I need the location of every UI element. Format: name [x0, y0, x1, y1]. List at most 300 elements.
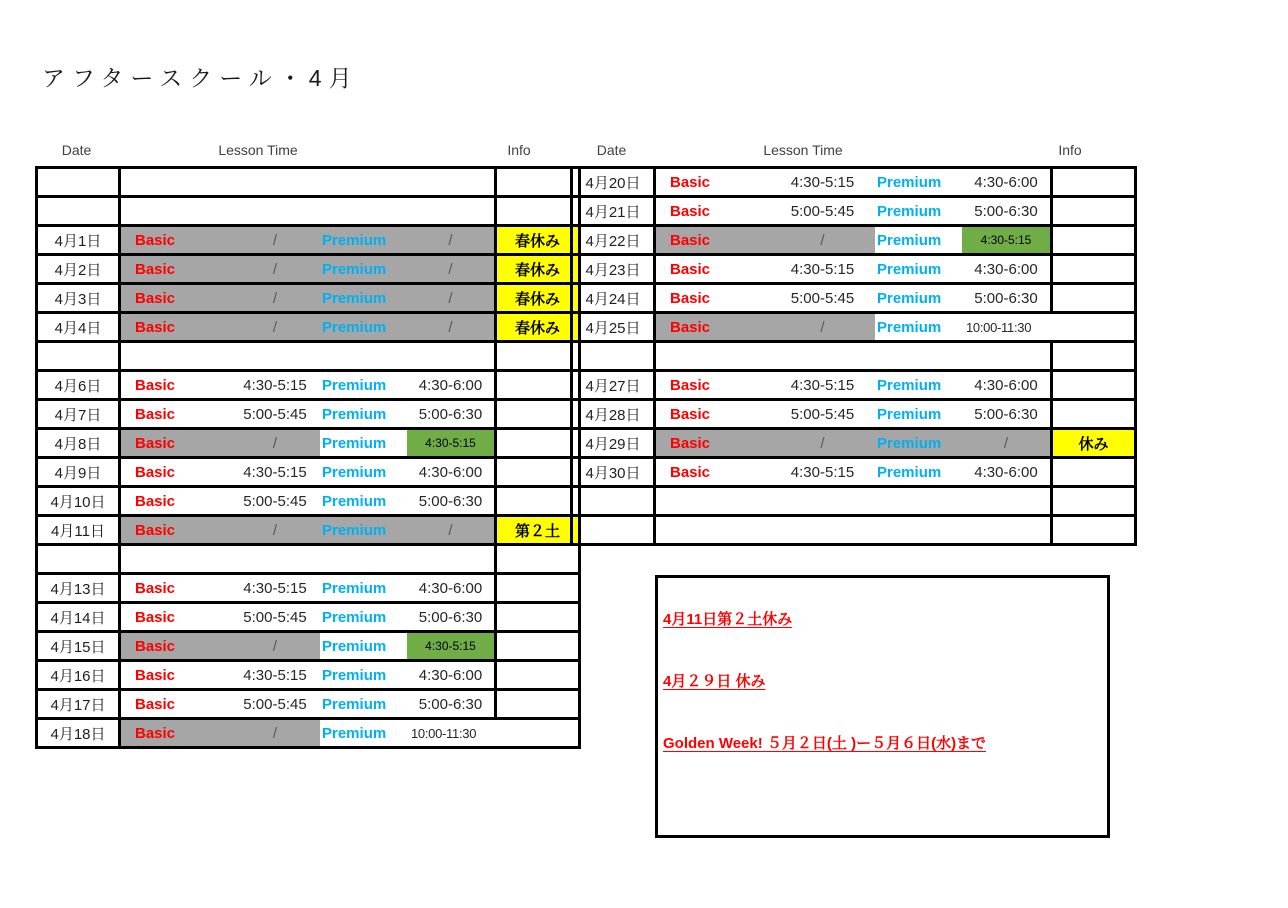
lesson-time-cell [655, 284, 1052, 313]
premium-time: / [448, 260, 453, 278]
lesson-time-cell [120, 400, 496, 429]
info-cell [1052, 458, 1136, 487]
info-cell [1052, 226, 1136, 255]
lesson-time-layout [121, 430, 494, 456]
basic-time: 5:00-5:45 [790, 202, 855, 220]
premium-label: Premium [877, 202, 942, 220]
premium-label: Premium [877, 260, 942, 278]
info-cell [1052, 400, 1136, 429]
date-cell: 4月20日 [572, 168, 655, 197]
premium-zone [320, 488, 494, 514]
basic-label: Basic [135, 434, 176, 452]
premium-zone [320, 691, 494, 717]
basic-label: Basic [135, 637, 176, 655]
premium-zone [320, 459, 494, 485]
lesson-time-cell [120, 168, 496, 197]
premium-zone [320, 314, 494, 340]
premium-time: 4:30-5:15 [962, 227, 1050, 253]
date-cell: 4月24日 [572, 284, 655, 313]
date-cell: 4月27日 [572, 371, 655, 400]
premium-label: Premium [322, 724, 387, 742]
basic-time: / [272, 289, 278, 307]
basic-time: / [272, 260, 278, 278]
info-cell [496, 400, 580, 429]
premium-zone [320, 604, 494, 630]
date-cell: 4月2日 [37, 255, 120, 284]
lesson-time-cell [655, 371, 1052, 400]
schedule-row [37, 632, 580, 661]
basic-label: Basic [135, 260, 176, 278]
premium-label: Premium [322, 434, 387, 452]
lesson-time-cell [655, 516, 1052, 545]
lesson-time-cell [120, 342, 496, 371]
premium-time: 4:30-6:00 [418, 579, 483, 597]
lesson-time-cell [120, 545, 496, 574]
lesson-time-layout [656, 169, 1050, 195]
premium-time: 4:30-6:00 [418, 463, 483, 481]
lesson-time-layout [121, 633, 494, 659]
basic-time: 4:30-5:15 [243, 579, 307, 597]
basic-label: Basic [135, 376, 176, 394]
note-line-golden-week: Golden Week! ５月２日(土 )ー５月６日(水)まで [663, 735, 987, 752]
premium-time: 4:30-6:00 [974, 260, 1038, 278]
premium-time: 4:30-6:00 [974, 463, 1038, 481]
schedule-row [572, 255, 1136, 284]
basic-label: Basic [670, 173, 711, 191]
lesson-time-layout [121, 691, 494, 717]
column-header-date-left: Date [61, 142, 92, 158]
basic-time: 5:00-5:45 [243, 695, 307, 713]
lesson-time-cell [655, 400, 1052, 429]
premium-time: / [1003, 434, 1009, 452]
basic-label: Basic [135, 521, 176, 539]
note-line-second-saturday: 4月11日第２土休み [663, 611, 793, 628]
premium-time: 4:30-5:15 [407, 430, 494, 456]
premium-time: 4:30-6:00 [974, 376, 1038, 394]
info-cell: 春休み [496, 255, 580, 284]
basic-zone [656, 256, 875, 282]
basic-zone [656, 430, 875, 456]
premium-time: 4:30-6:00 [418, 666, 483, 684]
basic-zone [656, 169, 875, 195]
premium-time: 5:00-6:30 [418, 492, 483, 510]
premium-zone [875, 256, 1050, 282]
basic-label: Basic [135, 579, 176, 597]
lesson-time-cell [120, 574, 496, 603]
lesson-time-cell [655, 226, 1052, 255]
lesson-time-cell [120, 458, 496, 487]
premium-time: / [448, 521, 453, 539]
basic-time: / [820, 434, 825, 452]
premium-time: 5:00-6:30 [974, 202, 1038, 220]
premium-label: Premium [322, 376, 387, 394]
lesson-time-layout [121, 227, 494, 253]
premium-label: Premium [877, 434, 942, 452]
basic-time: 5:00-5:45 [790, 289, 855, 307]
info-cell [496, 661, 580, 690]
basic-time: / [820, 318, 825, 336]
date-cell: 4月25日 [572, 313, 655, 342]
schedule-row [572, 226, 1136, 255]
schedule-row [37, 574, 580, 603]
date-cell [572, 487, 655, 516]
info-cell: 第２土 [496, 516, 580, 545]
premium-time: 5:00-6:30 [974, 405, 1038, 423]
basic-label: Basic [135, 492, 176, 510]
schedule-row [37, 487, 580, 516]
lesson-time-layout [656, 430, 1050, 456]
basic-time: 5:00-5:45 [243, 492, 307, 510]
basic-time: / [272, 231, 278, 249]
info-cell [496, 487, 580, 516]
premium-time: 10:00-11:30 [966, 319, 1032, 335]
lesson-time-cell [120, 371, 496, 400]
basic-zone [121, 720, 320, 746]
lesson-time-layout [121, 662, 494, 688]
schedule-row [37, 284, 580, 313]
premium-zone [320, 227, 494, 253]
basic-time: 4:30-5:15 [790, 463, 855, 481]
schedule-row [37, 603, 580, 632]
basic-zone [656, 459, 875, 485]
basic-zone [656, 372, 875, 398]
notes-box [655, 575, 1110, 838]
info-cell: 春休み [496, 226, 580, 255]
info-cell [496, 574, 580, 603]
lesson-time-layout [656, 459, 1050, 485]
premium-label: Premium [322, 492, 387, 510]
lesson-time-cell [120, 487, 496, 516]
info-cell [496, 342, 580, 371]
premium-zone [320, 256, 494, 282]
basic-time: 4:30-5:15 [243, 376, 307, 394]
premium-label: Premium [322, 463, 387, 481]
lesson-time-cell [120, 226, 496, 255]
date-cell [37, 545, 120, 574]
basic-label: Basic [135, 695, 176, 713]
schedule-row [572, 371, 1136, 400]
premium-zone [875, 459, 1050, 485]
basic-time: 4:30-5:15 [790, 260, 855, 278]
lesson-time-layout [121, 285, 494, 311]
column-header-info-right: Info [1058, 142, 1082, 158]
basic-label: Basic [135, 666, 176, 684]
date-cell: 4月30日 [572, 458, 655, 487]
schedule-row [37, 197, 580, 226]
schedule-row [37, 371, 580, 400]
lesson-time-cell [120, 284, 496, 313]
date-cell: 4月9日 [37, 458, 120, 487]
basic-time: / [272, 318, 278, 336]
lesson-time-cell [120, 197, 496, 226]
info-cell [1052, 284, 1136, 313]
premium-zone [875, 401, 1050, 427]
date-cell [572, 516, 655, 545]
schedule-row [572, 516, 1136, 545]
premium-zone [875, 430, 1050, 456]
basic-label: Basic [670, 376, 711, 394]
info-cell: 休み [1052, 429, 1136, 458]
date-cell: 4月3日 [37, 284, 120, 313]
column-header-date-right: Date [596, 142, 627, 158]
basic-label: Basic [670, 202, 711, 220]
premium-label: Premium [322, 260, 387, 278]
schedule-row [572, 313, 1136, 342]
schedule-row [572, 487, 1136, 516]
info-cell: 春休み [496, 313, 580, 342]
premium-zone [320, 401, 494, 427]
schedule-row [37, 545, 580, 574]
premium-label: Premium [322, 666, 387, 684]
premium-zone [320, 430, 494, 456]
basic-zone [121, 285, 320, 311]
date-cell: 4月13日 [37, 574, 120, 603]
lesson-time-layout [656, 401, 1050, 427]
basic-time: 4:30-5:15 [790, 376, 855, 394]
basic-time: 4:30-5:15 [243, 666, 307, 684]
basic-time: 5:00-5:45 [243, 608, 307, 626]
lesson-time-cell [120, 429, 496, 458]
lesson-time-layout [656, 372, 1050, 398]
basic-zone [656, 401, 875, 427]
premium-time: 5:00-6:30 [418, 608, 483, 626]
info-cell [496, 690, 580, 719]
basic-zone [121, 691, 320, 717]
date-cell: 4月22日 [572, 226, 655, 255]
info-cell [496, 197, 580, 226]
lesson-time-layout [121, 604, 494, 630]
lesson-time-cell [655, 255, 1052, 284]
schedule-row [37, 719, 580, 748]
lesson-time-layout [121, 517, 494, 543]
premium-label: Premium [877, 376, 942, 394]
date-cell: 4月8日 [37, 429, 120, 458]
basic-time: 4:30-5:15 [243, 463, 307, 481]
basic-label: Basic [670, 260, 711, 278]
info-cell [496, 371, 580, 400]
basic-label: Basic [670, 289, 711, 307]
info-cell [496, 429, 580, 458]
premium-label: Premium [877, 289, 942, 307]
premium-label: Premium [322, 231, 387, 249]
lesson-time-layout [656, 285, 1050, 311]
date-cell: 4月28日 [572, 400, 655, 429]
lesson-time-layout [121, 459, 494, 485]
premium-time: 4:30-5:15 [407, 633, 494, 659]
premium-label: Premium [877, 231, 942, 249]
schedule-table-first-half [35, 166, 581, 749]
date-cell [37, 342, 120, 371]
schedule-row [37, 342, 580, 371]
schedule-row [37, 516, 580, 545]
premium-time: 5:00-6:30 [418, 695, 483, 713]
lesson-time-cell [120, 661, 496, 690]
basic-zone [121, 488, 320, 514]
premium-zone [875, 285, 1050, 311]
schedule-row [572, 342, 1136, 371]
date-cell: 4月10日 [37, 487, 120, 516]
date-cell: 4月17日 [37, 690, 120, 719]
premium-time: 4:30-6:00 [974, 173, 1038, 191]
column-header-lesson-time-right: Lesson Time [763, 142, 843, 158]
lesson-time-layout [121, 488, 494, 514]
date-cell: 4月21日 [572, 197, 655, 226]
date-cell: 4月18日 [37, 719, 120, 748]
lesson-time-layout [656, 198, 1050, 224]
schedule-row [37, 690, 580, 719]
basic-time: / [272, 434, 278, 452]
premium-time: 5:00-6:30 [974, 289, 1038, 307]
schedule-row [572, 458, 1136, 487]
schedule-row [37, 429, 580, 458]
premium-zone [875, 169, 1050, 195]
premium-label: Premium [322, 695, 387, 713]
lesson-time-layout [121, 372, 494, 398]
lesson-time-layout [121, 256, 494, 282]
schedule-row [572, 400, 1136, 429]
lesson-time-layout [656, 227, 1050, 253]
date-cell: 4月23日 [572, 255, 655, 284]
lesson-time-cell [120, 690, 496, 719]
info-cell [496, 458, 580, 487]
premium-label: Premium [322, 405, 387, 423]
basic-zone [121, 430, 320, 456]
basic-label: Basic [135, 724, 176, 742]
basic-time: 4:30-5:15 [790, 173, 855, 191]
schedule-row [37, 458, 580, 487]
basic-zone [656, 227, 875, 253]
basic-zone [121, 575, 320, 601]
basic-time: 5:00-5:45 [243, 405, 307, 423]
info-cell: 春休み [496, 284, 580, 313]
page-title: アフタースクール・4月 [42, 65, 359, 91]
basic-zone [656, 285, 875, 311]
premium-time: / [448, 289, 453, 307]
premium-zone [875, 314, 1054, 340]
basic-time: / [272, 521, 278, 539]
schedule-row [37, 226, 580, 255]
info-cell [496, 603, 580, 632]
basic-zone [656, 198, 875, 224]
premium-zone [875, 372, 1050, 398]
basic-zone [656, 314, 875, 340]
basic-time: 5:00-5:45 [790, 405, 855, 423]
column-header-info-left: Info [507, 142, 531, 158]
basic-label: Basic [670, 318, 711, 336]
premium-time: 4:30-6:00 [418, 376, 483, 394]
premium-zone [320, 633, 494, 659]
lesson-time-layout [121, 720, 578, 746]
lesson-time-cell [120, 313, 496, 342]
basic-time: / [820, 231, 825, 249]
lesson-time-cell [655, 429, 1052, 458]
lesson-time-cell [120, 719, 580, 748]
basic-time: / [272, 637, 278, 655]
schedule-row [37, 400, 580, 429]
info-cell [1052, 516, 1136, 545]
lesson-time-cell [655, 168, 1052, 197]
basic-zone [121, 314, 320, 340]
lesson-time-cell [120, 255, 496, 284]
date-cell [37, 168, 120, 197]
lesson-time-layout [656, 314, 1134, 340]
premium-time: 10:00-11:30 [411, 725, 477, 741]
premium-label: Premium [877, 463, 942, 481]
column-header-lesson-time-left: Lesson Time [218, 142, 298, 158]
schedule-row [572, 429, 1136, 458]
schedule-row [37, 661, 580, 690]
premium-zone [320, 517, 494, 543]
date-cell: 4月4日 [37, 313, 120, 342]
basic-zone [121, 372, 320, 398]
lesson-time-cell [655, 313, 1136, 342]
basic-label: Basic [670, 463, 711, 481]
premium-label: Premium [322, 637, 387, 655]
premium-zone [320, 662, 494, 688]
premium-label: Premium [322, 579, 387, 597]
date-cell [572, 342, 655, 371]
date-cell: 4月1日 [37, 226, 120, 255]
premium-label: Premium [322, 521, 387, 539]
note-line-april-29-closed: 4月２９日 休み [663, 673, 766, 690]
basic-label: Basic [135, 289, 176, 307]
basic-zone [121, 459, 320, 485]
date-cell: 4月16日 [37, 661, 120, 690]
basic-label: Basic [135, 231, 176, 249]
basic-zone [121, 256, 320, 282]
lesson-time-cell [120, 603, 496, 632]
premium-label: Premium [877, 173, 942, 191]
basic-time: / [272, 724, 278, 742]
premium-time: / [448, 318, 453, 336]
info-cell [1052, 255, 1136, 284]
lesson-time-cell [120, 516, 496, 545]
info-cell [496, 545, 580, 574]
date-cell: 4月29日 [572, 429, 655, 458]
lesson-time-cell [655, 197, 1052, 226]
date-cell: 4月14日 [37, 603, 120, 632]
premium-zone [320, 575, 494, 601]
basic-label: Basic [670, 434, 711, 452]
basic-zone [121, 227, 320, 253]
info-cell [1052, 197, 1136, 226]
premium-time: / [448, 231, 453, 249]
lesson-time-layout [121, 575, 494, 601]
premium-time: 5:00-6:30 [418, 405, 483, 423]
info-cell [496, 632, 580, 661]
basic-zone [121, 633, 320, 659]
basic-label: Basic [135, 405, 176, 423]
premium-zone [320, 372, 494, 398]
schedule-row [37, 168, 580, 197]
lesson-time-layout [121, 401, 494, 427]
lesson-time-cell [655, 342, 1052, 371]
basic-label: Basic [135, 318, 176, 336]
premium-zone [320, 285, 494, 311]
schedule-row [572, 168, 1136, 197]
date-cell: 4月6日 [37, 371, 120, 400]
schedule-table-second-half [570, 166, 1137, 546]
premium-zone [875, 227, 1050, 253]
schedule-row [572, 197, 1136, 226]
schedule-row [37, 313, 580, 342]
date-cell: 4月11日 [37, 516, 120, 545]
premium-label: Premium [322, 289, 387, 307]
info-cell [496, 168, 580, 197]
basic-zone [121, 517, 320, 543]
premium-label: Premium [322, 608, 387, 626]
schedule-row [572, 284, 1136, 313]
